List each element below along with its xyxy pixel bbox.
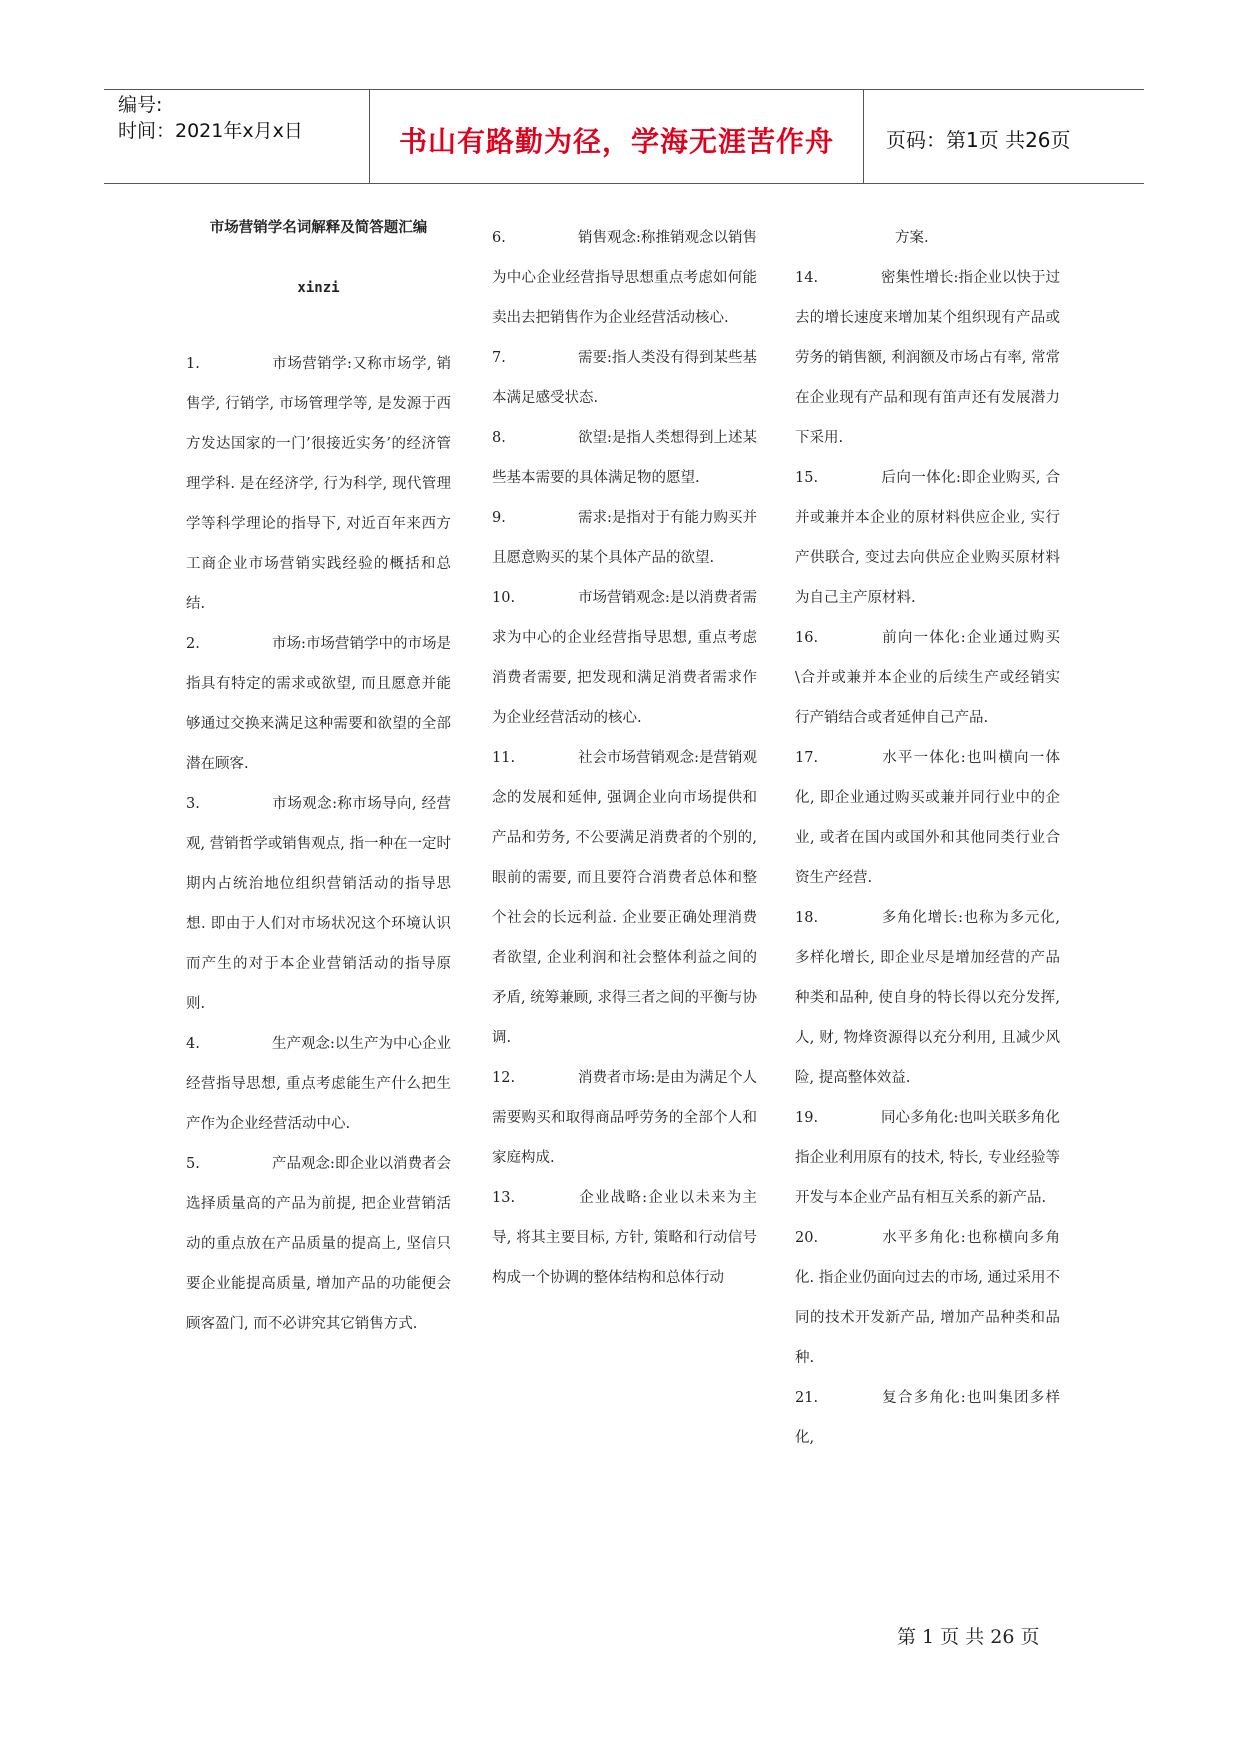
item-text: 社会市场营销观念:是营销观念的发展和延伸, 强调企业向市场提供和产品和劳务, 不公要满足消费者的个别的, 眼前的需要, 而且要符合消费者总体和整个社会的长远利益. 企业要正确处理消费者欲望, 企业利润和社会整体利益之间的矛盾, 统筹兼顾, 求得三者之间的平衡与协调. — [492, 750, 757, 1046]
definition-item — [795, 1218, 1060, 1378]
definition-item — [492, 1058, 757, 1178]
header-center-cell — [370, 90, 864, 183]
item-text: 企业战略:企业以未来为主导, 将其主要目标, 方针, 策略和行动信号构成一个协调的整体结构和总体行动 — [492, 1190, 757, 1286]
definition-item — [186, 784, 451, 1024]
item-text: 市场观念:称市场导向, 经营观, 营销哲学或销售观点, 指一种在一定时期内占统治地位组织营销活动的指导思想. 即由于人们对市场状况这个环境认识而产生的对于本企业营销活动的指导原则. — [186, 796, 451, 1012]
item-number: 12. — [492, 1070, 516, 1086]
item-number: 10. — [492, 590, 516, 606]
code-label: 编号: — [118, 94, 163, 116]
item-number: 2. — [186, 636, 200, 652]
column-3 — [795, 218, 1060, 1458]
item-number: 18. — [795, 910, 819, 926]
definition-item — [795, 898, 1060, 1098]
item-number: 7. — [492, 350, 506, 366]
item-number: 16. — [795, 630, 819, 646]
item-number: 19. — [795, 1110, 819, 1126]
item-text: 前向一体化:企业通过购买\合并或兼并本企业的后续生产或经销实行产销结合或者延伸自己产品. — [795, 630, 1060, 726]
item-text: 市场:市场营销学中的市场是指具有特定的需求或欲望, 而且愿意并能够通过交换来满足这种需要和欲望的全部潜在顾客. — [186, 636, 451, 772]
item-number: 1. — [186, 356, 200, 372]
header-right-cell — [864, 90, 1144, 183]
definition-item — [492, 338, 757, 418]
item-text: 市场营销观念:是以消费者需求为中心的企业经营指导思想, 重点考虑消费者需要, 把发现和满足消费者需求作为企业经营活动的核心. — [492, 590, 757, 726]
item-text: 销售观念:称推销观念以销售为中心企业经营指导思想重点考虑如何能卖出去把销售作为企业经营活动核心. — [492, 230, 757, 326]
definition-item — [186, 1024, 451, 1144]
definition-item — [492, 218, 757, 338]
item-text: 密集性增长:指企业以快于过去的增长速度来增加某个组织现有产品或劳务的销售额, 利润额及市场占有率, 常常在企业现有产品和现有笛声还有发展潜力下采用. — [795, 270, 1060, 446]
definition-item — [795, 738, 1060, 898]
definition-item — [186, 344, 451, 624]
item-text: 需求:是指对于有能力购买并且愿意购买的某个具体产品的欲望. — [492, 510, 757, 566]
item-number: 9. — [492, 510, 506, 526]
item-text: 后向一体化:即企业购买, 合并或兼并本企业的原材料供应企业, 实行产供联合, 变过去向供应企业购买原材料为自己主产原材料. — [795, 470, 1060, 606]
definition-item — [186, 1144, 451, 1344]
item-text: 欲望:是指人类想得到上述某些基本需要的具体满足物的愿望. — [492, 430, 757, 486]
document-title: 市场营销学名词解释及简答题汇编 — [209, 219, 428, 236]
definition-item — [492, 418, 757, 498]
header-table — [104, 89, 1144, 184]
item-number: 11. — [492, 750, 516, 766]
definition-item — [795, 258, 1060, 458]
definition-item — [795, 618, 1060, 738]
item-text: 生产观念:以生产为中心企业经营指导思想, 重点考虑能生产什么把生产作为企业经营活动中心. — [186, 1036, 451, 1132]
definition-item — [795, 1098, 1060, 1218]
item-number: 20. — [795, 1230, 819, 1246]
item-number: 5. — [186, 1156, 200, 1172]
item-text: 市场营销学:又称市场学, 销售学, 行销学, 市场管理学等, 是发源于西方发达国家的一门’很接近实务’的经济管理学科. 是在经济学, 行为科学, 现代管理学等科学理论的指导下, 对近百年来西方工商企业市场营销实践经验的概括和总结. — [186, 356, 451, 612]
definition-item — [492, 578, 757, 738]
item-number: 13. — [492, 1190, 516, 1206]
column-1 — [186, 218, 451, 1344]
item-text: 产品观念:即企业以消费者会选择质量高的产品为前提, 把企业营销活动的重点放在产品质量的提高上, 坚信只要企业能提高质量, 增加产品的功能便会顾客盈门, 而不必讲究其它销售方式. — [186, 1156, 451, 1332]
column-3-items — [795, 218, 1060, 1458]
definition-item — [795, 218, 1060, 258]
item-text: 多角化增长:也称为多元化, 多样化增长, 即企业尽是增加经营的产品种类和品种, 使自身的特长得以充分发挥, 人, 财, 物烽资源得以充分利用, 且减少风险, 提高整体效益. — [795, 910, 1060, 1086]
item-text: 水平一体化:也叫横向一体化, 即企业通过购买或兼并同行业中的企业, 或者在国内或国外和其他同类行业合资生产经营. — [795, 750, 1060, 886]
item-text: 方案. — [895, 230, 929, 246]
definition-item — [795, 1378, 1060, 1458]
definition-item — [492, 498, 757, 578]
header-left-cell — [104, 90, 370, 183]
time-label: 时间：2021年x月x日 — [118, 120, 303, 142]
document-author: xinzi — [297, 280, 340, 296]
item-number: 8. — [492, 430, 506, 446]
item-number: 3. — [186, 796, 200, 812]
item-number: 21. — [795, 1390, 819, 1406]
item-text: 需要:指人类没有得到某些基本满足感受状态. — [492, 350, 757, 406]
page-footer: 第 1 页 共 26 页 — [897, 1626, 1040, 1648]
definition-item — [795, 458, 1060, 618]
item-number: 14. — [795, 270, 819, 286]
column-2-items — [492, 218, 757, 1298]
item-text: 同心多角化:也叫关联多角化指企业利用原有的技术, 特长, 专业经验等开发与本企业产品有相互关系的新产品. — [795, 1110, 1060, 1206]
item-text: 复合多角化:也叫集团多样化, — [795, 1390, 1060, 1446]
definition-item — [492, 738, 757, 1058]
page-indicator: 页码：第1页 共26页 — [886, 128, 1071, 152]
item-text: 水平多角化:也称横向多角化. 指企业仍面向过去的市场, 通过采用不同的技术开发新产品, 增加产品种类和品种. — [795, 1230, 1060, 1366]
column-2 — [492, 218, 757, 1298]
item-text: 消费者市场:是由为满足个人需要购买和取得商品呼劳务的全部个人和家庭构成. — [492, 1070, 757, 1166]
definition-item — [492, 1178, 757, 1298]
item-number: 15. — [795, 470, 819, 486]
item-number: 6. — [492, 230, 506, 246]
item-number: 4. — [186, 1036, 200, 1052]
definition-item — [186, 624, 451, 784]
column-1-items — [186, 344, 451, 1344]
motto: 书山有路勤为径，学海无涯苦作舟 — [398, 125, 834, 158]
item-number: 17. — [795, 750, 819, 766]
